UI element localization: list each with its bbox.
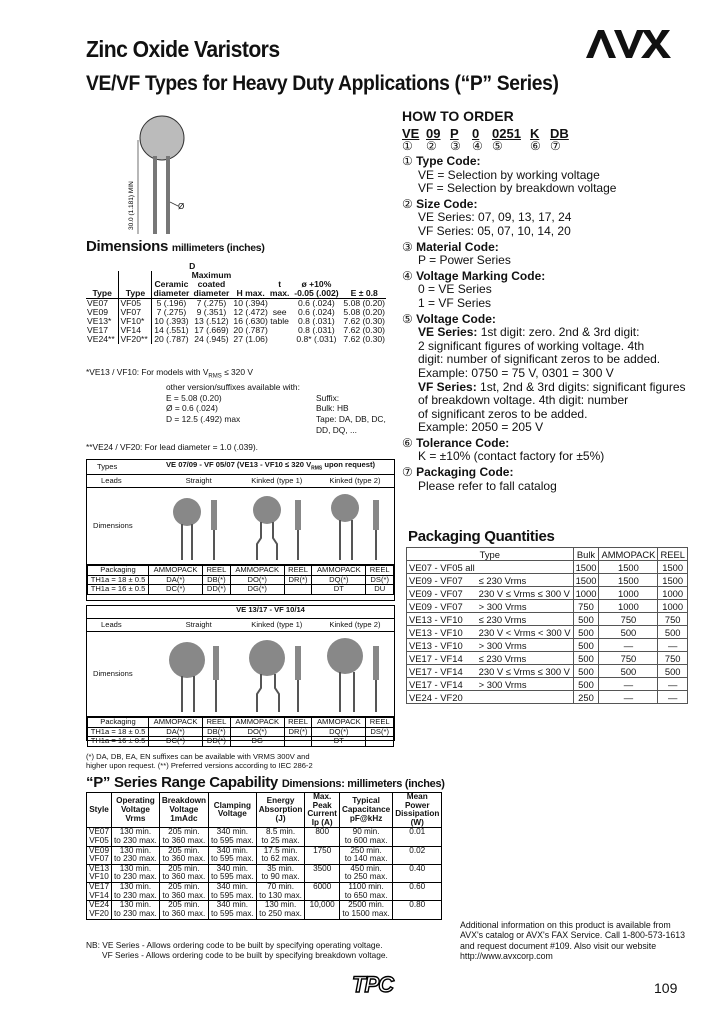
order-item-line: P = Power Series	[418, 253, 511, 268]
table-cell: 500	[573, 613, 599, 626]
table-cell: DC(*)	[149, 737, 203, 747]
table-cell: 1750	[305, 846, 340, 864]
order-item-num: ①	[402, 154, 413, 168]
varistor-diagram	[116, 110, 216, 235]
table-cell: 250 min. to 140 max.	[339, 846, 392, 864]
table-cell: 500	[658, 626, 688, 639]
table-cell: 500	[573, 639, 599, 652]
table-cell: VE17 - VF14	[407, 665, 477, 678]
how-to-order: HOW TO ORDER VE 09 P 0 0251 K DB ① ② ③ ④ ⑤ ⑥ ⑦ ① Type Code: VE = Selection by working voltage VF = Selection by breakdown voltage ② Size Code: VE Series: 07, 09, 13, 17, 24 VF Series: 05, 07, 10, 14, 20 ③ Material Code: P = Power Series ④ Voltage Marking Code: 0 = VE Series 1 = VF Series ⑤ Voltage Code: VE Series: 1st digit: zero. 2nd & 3rd digit: 2 significant figures of working voltage. 4th digit: number of significant zeros to be added. Example: 0750 = 75 V, 0301 = 300 V VF Series: 1st, 2nd & 3rd digits: significant figures of breakdown voltage. 4th digit: number of significant zeros to be added. Example: 2050 = 205 V ⑥ Tolerance Code: K = ±10% (contact factory for ±5%) ⑦ Packaging Code: Please refer to fall catalog	[402, 108, 702, 493]
table-cell: AMMOPACK	[312, 718, 366, 728]
table-row	[88, 566, 394, 576]
table-cell: DR(*)	[284, 727, 312, 737]
table-cell: 230 V ≤ Vrms ≤ 300 V	[477, 587, 573, 600]
table-cell: 0.80	[393, 901, 442, 919]
order-code-part: 0	[472, 126, 480, 141]
table-row	[407, 691, 688, 704]
column-header: Breakdown Voltage 1mAdc	[159, 793, 208, 828]
table-cell: 1000	[658, 587, 688, 600]
table-cell: AMMOPACK	[312, 566, 366, 576]
table-cell: VE24 VF20	[87, 901, 112, 919]
voltage-line: 2 significant figures of working voltage. 4th	[418, 338, 645, 353]
packaging-heading: Packaging Quantities	[408, 528, 555, 545]
table-cell: 205 min. to 360 max.	[159, 883, 208, 901]
table-cell: > 300 Vrms	[477, 678, 573, 691]
table-row	[88, 718, 394, 728]
table-cell: 205 min. to 360 max.	[159, 864, 208, 882]
order-code-num: ④	[472, 139, 483, 153]
table-cell: 500	[658, 665, 688, 678]
table-cell: 800	[305, 828, 340, 846]
order-item-title: Voltage Marking Code:	[416, 268, 546, 283]
table-cell: REEL	[203, 566, 231, 576]
additional-info: Additional information on this product is available from AVX's catalog or AVX's FAX Service. Call 1-800-573-1613 and request document #109. Also visit our website http://www.avxcorp.com	[460, 920, 686, 962]
column-header: Clamping Voltage	[208, 793, 256, 828]
order-item-line: Please refer to fall catalog	[418, 478, 557, 493]
order-item-num: ⑦	[402, 465, 413, 480]
table-cell: —	[599, 639, 658, 652]
order-code-part: 0251	[492, 126, 521, 141]
table-cell: 7.62 (0.30)	[343, 334, 385, 345]
table-cell: REEL	[284, 566, 312, 576]
table-cell: 20 (.787)	[154, 334, 189, 345]
column-header: Energy Absorption (J)	[256, 793, 305, 828]
table-cell: 7.62 (0.30)	[343, 325, 385, 336]
column-header: Max. Peak Current Ip (A)	[305, 793, 340, 828]
table-cell: 750	[573, 600, 599, 613]
table-row	[88, 737, 394, 747]
table-cell: 1500	[658, 574, 688, 587]
order-code-nums	[402, 139, 702, 153]
table-cell: DG	[230, 737, 284, 747]
table-cell: 500	[573, 678, 599, 691]
order-item-title: Type Code:	[416, 154, 481, 168]
order-item-line: 1 = VF Series	[418, 295, 492, 310]
table-cell: table	[270, 316, 289, 327]
table-cell: 6000	[305, 883, 340, 901]
table-cell: 10 (.393)	[154, 316, 189, 327]
table-cell: 0.02	[393, 846, 442, 864]
order-item	[402, 466, 702, 493]
ve-series-label: VE Series:	[418, 325, 478, 340]
table-cell: 340 min. to 595 max.	[208, 828, 256, 846]
page-number: 109	[654, 980, 678, 996]
table-cell: > 300 Vrms	[477, 639, 573, 652]
range-table	[86, 792, 442, 920]
table-cell: > 300 Vrms	[477, 600, 573, 613]
table-cell: 13 (.512)	[194, 316, 229, 327]
table-cell: VE13 VF10	[87, 864, 112, 882]
table-cell: DD(*)	[203, 585, 231, 595]
table-cell: 0.8 (.031)	[298, 316, 335, 327]
table-cell: DQ(*)	[312, 575, 366, 585]
table-cell: Packaging	[88, 718, 149, 728]
table-cell: DS(*)	[366, 575, 394, 585]
table-cell: 10,000	[305, 901, 340, 919]
table-cell: 0.40	[393, 864, 442, 882]
table-cell: ≤ 230 Vrms	[477, 613, 573, 626]
table-cell: 130 min. to 230 max.	[112, 846, 160, 864]
table-cell: 230 V ≤ Vrms ≤ 300 V	[477, 665, 573, 678]
table-cell: DO(*)	[230, 575, 284, 585]
voltage-line: of breakdown voltage. 4th digit: number	[418, 393, 629, 408]
table-cell: —	[599, 678, 658, 691]
order-code-num: ②	[426, 139, 437, 153]
table-cell	[269, 335, 291, 344]
table-cell: DG(*)	[230, 585, 284, 595]
voltage-line: 1st, 2nd & 3rd digits: significant figures	[480, 379, 686, 394]
table-cell: 205 min. to 360 max.	[159, 901, 208, 919]
order-item-num: ⑥	[402, 435, 413, 450]
table-cell: 2500 min. to 1500 max.	[339, 901, 392, 919]
lead-footnote: (*) DA, DB, EA, EN suffixes can be available with VRMS 300V and higher upon request. (**) Preferred versions according to IEC 286-2	[86, 752, 313, 770]
table-cell: 750	[599, 613, 658, 626]
order-item-num: ③	[402, 239, 413, 254]
table-cell: 205 min. to 360 max.	[159, 846, 208, 864]
table-cell: 16 (.630)	[233, 316, 268, 327]
table-row	[87, 864, 442, 882]
voltage-line: digit: number of significant zeros to be added.	[418, 352, 661, 367]
table-cell: VE09 - VF07	[407, 587, 477, 600]
table-cell: 3500	[305, 864, 340, 882]
diagram-dim-label: 30.0 (1.181) MIN	[128, 181, 135, 230]
table-cell: REEL	[366, 566, 394, 576]
column-header: Mean Power Dissipation (W)	[393, 793, 442, 828]
order-code-part: VE	[402, 126, 420, 141]
order-code-num: ①	[402, 139, 413, 153]
table-cell	[477, 561, 573, 574]
table-row	[407, 665, 688, 678]
table-cell: AMMOPACK	[149, 566, 203, 576]
lead-table-2-codes	[87, 717, 394, 747]
table-cell: DB(*)	[203, 727, 231, 737]
order-item	[402, 270, 702, 311]
table-cell: 500	[599, 626, 658, 639]
table-cell: 9 (.351)	[196, 307, 227, 318]
table-cell: DA(*)	[149, 727, 203, 737]
table-row	[407, 574, 688, 587]
order-item	[402, 437, 702, 464]
table-cell: 130 min. to 250 max.	[256, 901, 305, 919]
table-row	[407, 561, 688, 574]
table-cell: 500	[599, 665, 658, 678]
table-cell: 24 (.945)	[194, 334, 229, 345]
table-cell: —	[658, 639, 688, 652]
table-cell: VE17 - VF14	[407, 678, 477, 691]
order-code-num: ⑦	[550, 139, 561, 153]
range-heading: “P” Series Range Capability Dimensions: millimeters (inches)	[86, 774, 445, 791]
table-row	[87, 846, 442, 864]
table-cell: 250	[573, 691, 599, 704]
table-cell: REEL	[284, 718, 312, 728]
order-item-line: K = ±10% (contact factory for ±5%)	[418, 449, 605, 464]
tpc-logo: TPC	[352, 972, 393, 997]
table-cell: DQ(*)	[312, 727, 366, 737]
table-cell: TH1a = 18 ± 0.5	[88, 575, 149, 585]
table-cell: VF05	[119, 299, 152, 309]
order-code-part: DB	[550, 126, 569, 141]
table-row	[407, 652, 688, 665]
table-cell: 450 min. to 250 max.	[339, 864, 392, 882]
table-cell: 1100 min. to 650 max.	[339, 883, 392, 901]
table-cell: VE07 VF05	[87, 828, 112, 846]
lead-drawings-2	[153, 632, 393, 716]
order-item-title: Size Code:	[416, 196, 478, 211]
order-item-line: VE = Selection by working voltage	[418, 167, 600, 182]
table-cell: VF07	[119, 308, 152, 317]
dimensions-notes: *VE13 / VF10: For models with $V_{RMS} \le 320$ V other version/suffixes available with: E = 5.08 (0.20) Ø = 0.6 (.024) D = 12.5 (.492) max Suffix: Bulk: HB Tape: DA, DB, DC, DD, DQ, ... **VE24 / VF20: For lead diameter = 1.0 (.039).	[86, 367, 386, 453]
table-row	[407, 600, 688, 613]
table-row	[87, 883, 442, 901]
table-cell: 17.5 min. to 62 max.	[256, 846, 305, 864]
table-cell: 130 min. to 230 max.	[112, 901, 160, 919]
order-item-line: VF = Selection by breakdown voltage	[418, 181, 617, 196]
voltage-line: Example: 2050 = 205 V	[418, 420, 544, 435]
table-cell: AMMOPACK	[149, 718, 203, 728]
table-row	[407, 678, 688, 691]
table-cell: 0.60	[393, 883, 442, 901]
column-header: Typical Capacitance pF@kHz	[339, 793, 392, 828]
order-code-part: K	[530, 126, 540, 141]
table-cell: DT	[312, 585, 366, 595]
table-cell: 0.8 (.031)	[298, 325, 335, 336]
table-row	[88, 585, 394, 595]
table-cell: 20 (.787)	[233, 325, 268, 336]
table-cell: 35 min. to 90 max.	[256, 864, 305, 882]
table-cell	[477, 691, 573, 704]
vf-series-label: VF Series:	[418, 379, 477, 394]
table-cell: 0.6 (.024)	[298, 307, 335, 318]
table-cell: 750	[658, 613, 688, 626]
table-cell: DD(*)	[203, 737, 231, 747]
table-row	[87, 828, 442, 846]
table-cell: 1500	[599, 561, 658, 574]
table-cell: VE13 - VF10	[407, 639, 477, 652]
table-cell: VF10*	[119, 317, 152, 326]
table-cell: DA(*)	[149, 575, 203, 585]
table-cell: VE09 VF07	[87, 846, 112, 864]
order-code-part: 09	[426, 126, 441, 141]
order-code-part: P	[450, 126, 459, 141]
table-cell: 70 min. to 130 max.	[256, 883, 305, 901]
table-cell: ≤ 230 Vrms	[477, 652, 573, 665]
order-item-line: VF Series: 05, 07, 10, 14, 20	[418, 223, 571, 238]
table-cell: 130 min. to 230 max.	[112, 883, 160, 901]
table-cell: VE09 - VF07	[407, 600, 477, 613]
column-header: Style	[87, 793, 112, 828]
lead-table-1: Types VE 07/09 - VF 05/07 (VE13 - VF10 ≤ 320 $V_{RMS}$ upon request) Leads Straight Kinked (type 1) Kinked (type 2) Dimensions Packaging AMMOPACK REEL AMMOPACK REEL AMMOPACK REEL TH1a = 18 ± 0.5 DA(*) DB(*) DO(*) DR(*) DQ(*) DS(*) TH1a = 16 ± 0.5 DC(*) DD(*) DG(*) DT DU	[86, 459, 395, 601]
table-cell: 17 (.669)	[194, 325, 229, 336]
table-cell: 500	[573, 652, 599, 665]
table-cell: —	[599, 691, 658, 704]
order-item	[402, 241, 702, 268]
table-cell: VE24**	[86, 335, 119, 344]
table-row	[407, 626, 688, 639]
order-item-title: Voltage Code:	[416, 311, 496, 326]
table-cell: Packaging	[88, 566, 149, 576]
table-cell: 230 V < Vrms < 300 V	[477, 626, 573, 639]
table-cell: see	[272, 307, 287, 318]
order-item-num: ②	[402, 196, 413, 211]
order-item	[402, 313, 702, 435]
page-subtitle: VE/VF Types for Heavy Duty Applications (“P” Series)	[86, 72, 559, 95]
table-cell: TH1a = 16 ± 0.5	[88, 585, 149, 595]
table-cell: 1000	[599, 587, 658, 600]
voltage-line: Example: 0750 = 75 V, 0301 = 300 V	[418, 365, 614, 380]
table-cell: 130 min. to 230 max.	[112, 828, 160, 846]
order-item-title: Tolerance Code:	[416, 435, 510, 450]
table-cell: DU	[366, 585, 394, 595]
table-cell: 750	[599, 652, 658, 665]
table-cell: VE17 - VF14	[407, 652, 477, 665]
table-cell: 1500	[599, 574, 658, 587]
table-cell: 340 min. to 595 max.	[208, 901, 256, 919]
table-row	[86, 335, 386, 344]
diagram-phi: Ø	[178, 202, 185, 211]
table-cell: VE07	[86, 299, 119, 309]
table-cell: —	[658, 691, 688, 704]
table-cell: 90 min. to 600 max.	[339, 828, 392, 846]
order-code-num: ③	[450, 139, 461, 153]
table-cell: 12 (.472)	[233, 307, 268, 318]
order-item-line: 0 = VE Series	[418, 282, 492, 297]
order-code-num: ⑤	[492, 139, 503, 153]
packaging-table: Type Bulk AMMOPACK REEL VE07 - VF05 all 1500 1500 1500 VE09 - VF07 ≤ 230 Vrms 1500 1500 1500 VE09 - VF07 230 V ≤ Vrms ≤ 300 V 1000 1000 1000 VE09 - VF07 > 300 Vrms 750 1000 1000 VE13 - VF10 ≤ 230 Vrms 500 750 750 VE13 - VF10 230 V < Vrms < 300 V 500 500 500 VE13 - VF10 > 300 Vrms 500 — — VE17 - VF14 ≤ 230 Vrms 500 750 750 VE17 - VF14 230 V ≤ Vrms ≤ 300 V 500 500 500 VE17 - VF14 > 300 Vrms 500 — — VE24 - VF20 250 — —	[406, 547, 688, 704]
table-cell: DS(*)	[366, 727, 394, 737]
table-cell: 27 (1.06)	[233, 334, 268, 345]
lead-table-1-codes	[87, 565, 394, 595]
table-cell: 5.08 (0.20)	[343, 298, 385, 309]
table-cell: 130 min. to 230 max.	[112, 864, 160, 882]
table-cell: VE17	[86, 326, 119, 335]
order-code-num: ⑥	[530, 139, 541, 153]
order-item-title: Packaging Code:	[416, 465, 514, 480]
logo-text: AVX	[584, 28, 586, 29]
table-cell: 1500	[573, 574, 599, 587]
table-cell: 340 min. to 595 max.	[208, 864, 256, 882]
table-cell: 1000	[573, 587, 599, 600]
table-cell: 7 (.275)	[196, 298, 227, 309]
lead-drawings-1	[153, 488, 393, 564]
table-cell: 7 (.275)	[156, 307, 187, 318]
dimensions-table: D Type Type Ceramic diameter Maximum coated diameter H max. t max. ø +10% -0.05 (.002) E ± 0.8 VE07 VF05 5 (.196) 7 (.275) 10 (.394) 0.6 (.024) 5.08 (0.20) VE09 VF07 7 (.275) 9 (.351) 12 (.472) see 0.6 (.024) 5.08 (0.20) VE13* VF10* 10 (.393) 13 (.512) 16 (.630) table 0.8 (.031) 7.62 (0.30) VE17 VF14 14 (.551) 17 (.669) 20 (.787) 0.8 (.031) 7.62 (0.30) VE24** VF20** 20 (.787) 24 (.945) 27 (1.06) 0.8* (.031) 7.62 (0.30)	[87, 261, 385, 345]
table-cell: 750	[658, 652, 688, 665]
table-cell: DO(*)	[230, 727, 284, 737]
page-title: Zinc Oxide Varistors	[86, 36, 280, 62]
order-item-num: ⑤	[402, 311, 413, 326]
table-cell	[366, 737, 394, 747]
table-cell: VE13 - VF10	[407, 626, 477, 639]
table-cell: DT	[312, 737, 366, 747]
table-cell: 0.8* (.031)	[296, 334, 337, 345]
table-cell: 5 (.196)	[156, 298, 187, 309]
table-cell: TH1a = 18 ± 0.5	[88, 727, 149, 737]
order-item-line: VE Series: 07, 09, 13, 17, 24	[418, 210, 572, 225]
table-cell: 340 min. to 595 max.	[208, 883, 256, 901]
table-cell: —	[658, 678, 688, 691]
table-row	[407, 587, 688, 600]
table-cell: AMMOPACK	[230, 566, 284, 576]
table-cell: VE09 - VF07	[407, 574, 477, 587]
table-cell: TH1a = 16 ± 0.5	[88, 737, 149, 747]
table-cell: VE13*	[86, 317, 119, 326]
table-cell: REEL	[203, 718, 231, 728]
table-cell: 10 (.394)	[233, 298, 268, 309]
table-cell: VF20**	[119, 335, 152, 344]
order-item	[402, 155, 702, 196]
dimensions-heading: Dimensions millimeters (inches)	[86, 238, 265, 255]
table-cell: DC(*)	[149, 585, 203, 595]
table-cell: VE13 - VF10	[407, 613, 477, 626]
table-cell: 5.08 (0.20)	[343, 307, 385, 318]
table-cell: 0.01	[393, 828, 442, 846]
table-cell: 8.5 min. to 25 max.	[256, 828, 305, 846]
table-cell: VF14	[119, 326, 152, 335]
order-item-num: ④	[402, 268, 413, 283]
table-row	[407, 613, 688, 626]
table-cell: 340 min. to 595 max.	[208, 846, 256, 864]
table-cell: 1000	[658, 600, 688, 613]
range-notes: NB: VE Series - Allows ordering code to be built by specifying operating voltage. VF Series - Allows ordering code to be built by specifying breakdown voltage.	[86, 940, 388, 960]
table-cell: DB(*)	[203, 575, 231, 585]
order-item-title: Material Code:	[416, 239, 499, 254]
table-cell: 14 (.551)	[154, 325, 189, 336]
voltage-line: of significant zeros to be added.	[418, 406, 588, 421]
table-cell: 7.62 (0.30)	[343, 316, 385, 327]
table-cell: 1500	[658, 561, 688, 574]
column-header: Operating Voltage Vrms	[112, 793, 160, 828]
order-item	[402, 198, 702, 239]
table-cell: 1000	[599, 600, 658, 613]
table-cell: 500	[573, 665, 599, 678]
table-cell: 0.6 (.024)	[298, 298, 335, 309]
lead-table-2: VE 13/17 - VF 10/14 Leads Straight Kinked (type 1) Kinked (type 2) Dimensions Packaging AMMOPACK REEL AMMOPACK REEL AMMOPACK REEL TH1a = 18 ± 0.5 DA(*) DB(*) DO(*) DR(*) DQ(*) DS(*) TH1a = 16 ± 0.5 DC(*) DD(*) DG DT	[86, 605, 395, 741]
table-cell: VE24 - VF20	[407, 691, 477, 704]
table-cell: AMMOPACK	[230, 718, 284, 728]
table-cell	[269, 326, 291, 335]
voltage-line: 1st digit: zero. 2nd & 3rd digit:	[480, 325, 640, 340]
table-row	[407, 639, 688, 652]
table-row	[87, 901, 442, 919]
table-cell: ≤ 230 Vrms	[477, 574, 573, 587]
avx-logo	[584, 28, 684, 60]
table-cell: 500	[573, 626, 599, 639]
table-cell	[284, 585, 312, 595]
table-cell: DR(*)	[284, 575, 312, 585]
table-cell: REEL	[366, 718, 394, 728]
table-cell: VE07 - VF05 all	[407, 561, 477, 574]
table-cell: 205 min. to 360 max.	[159, 828, 208, 846]
table-cell: VE09	[86, 308, 119, 317]
table-cell: 1500	[573, 561, 599, 574]
table-cell: VE17 VF14	[87, 883, 112, 901]
table-cell	[284, 737, 312, 747]
